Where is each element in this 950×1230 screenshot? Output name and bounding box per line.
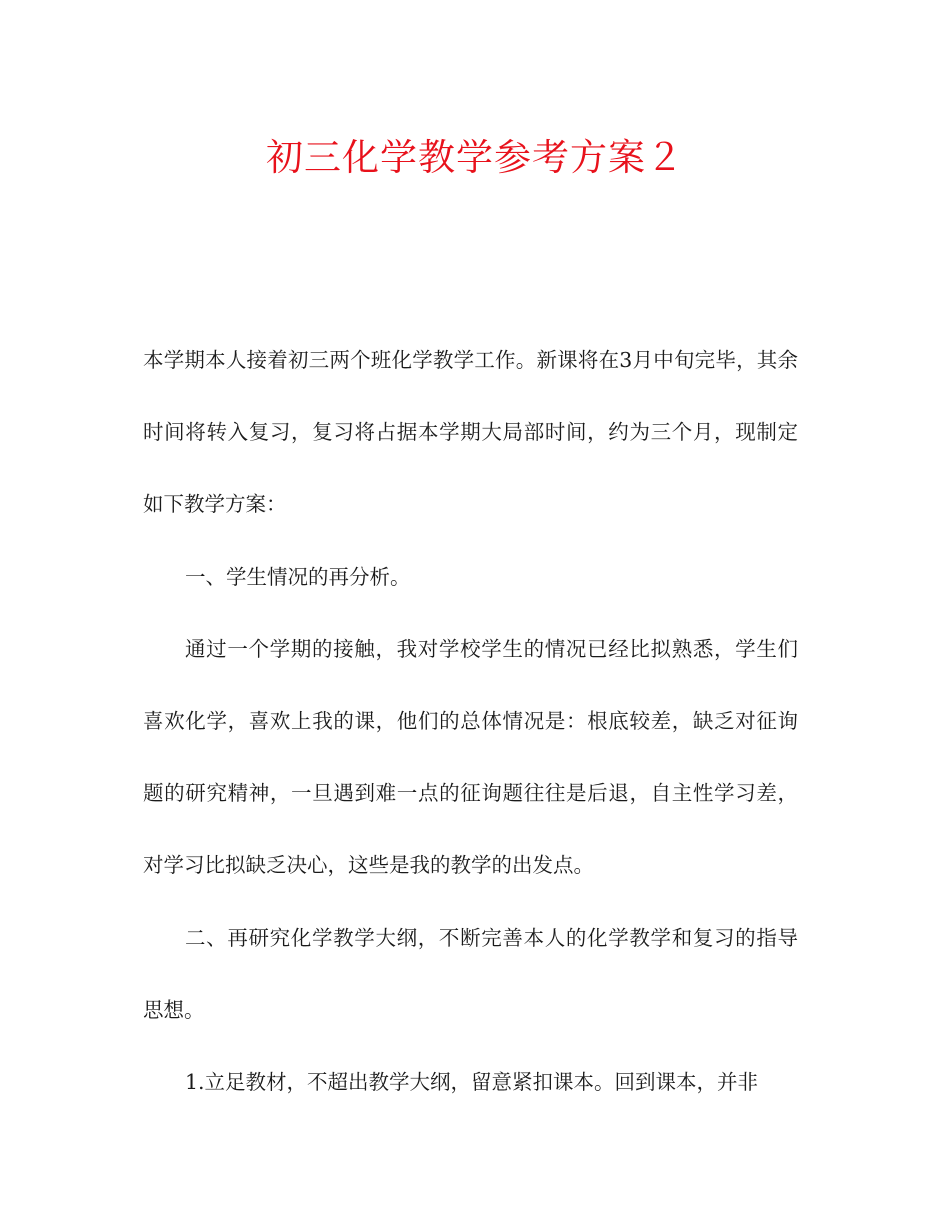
- student-analysis-paragraph: 通过一个学期的接触，我对学校学生的情况已经比拟熟悉，学生们喜欢化学，喜欢上我的课，他们的总体情况是：根底较差，缺乏对征询题的研究精神，一旦遇到难一点的征询题往往是后退，自主性学习差，对学习比拟缺乏决心，这些是我的教学的出发点。: [143, 636, 798, 878]
- document-title: 初三化学教学参考方案２: [266, 136, 684, 179]
- document-body: [143, 324, 798, 1118]
- section-heading-2: 二、再研究化学教学大纲，不断完善本人的化学教学和复习的指导思想。: [143, 925, 798, 1022]
- intro-paragraph: 本学期本人接着初三两个班化学教学工作。新课将在3月中旬完毕，其余时间将转入复习，复习将占据本学期大局部时间，约为三个月，现制定如下教学方案：: [143, 348, 798, 517]
- section-heading-1: 一、学生情况的再分析。: [185, 564, 411, 589]
- list-item-1: 1.立足教材，不超出教学大纲，留意紧扣课本。回到课本，并非: [185, 1070, 759, 1095]
